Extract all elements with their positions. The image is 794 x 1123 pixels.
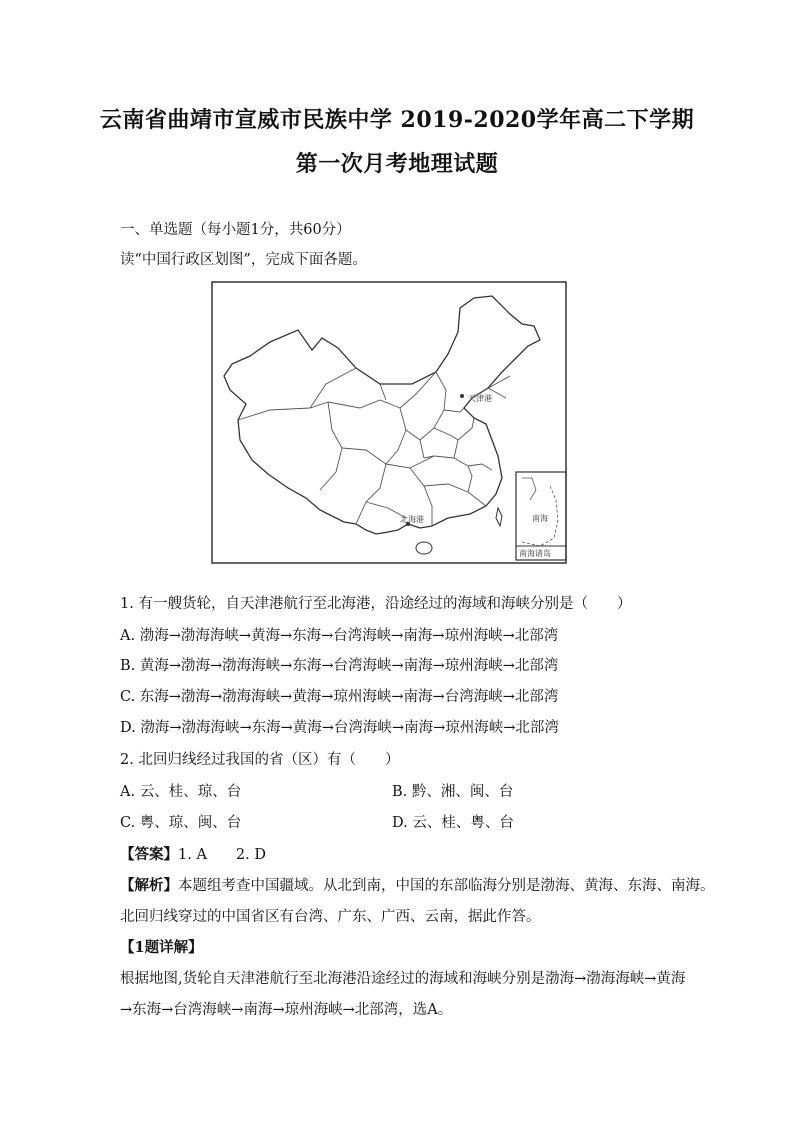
map-label-inset: 南海诸岛 (519, 549, 551, 558)
q2-option-c: C. 粤、琼、闽、台 (120, 815, 242, 831)
map-label-beihai: 北海港 (400, 515, 424, 524)
analysis-text-2: 北回归线穿过的中国省区有台湾、广东、广西、云南，据此作答。 (120, 909, 541, 925)
section-heading: 一、单选题（每小题1分，共60分） (120, 222, 351, 238)
q2-stem: 2. 北回归线经过我国的省（区）有（ ） (120, 752, 400, 768)
page-title-line1: 云南省曲靖市宣威市民族中学 2019-2020学年高二下学期 (99, 107, 695, 133)
analysis-label: 【解析】 (120, 877, 178, 894)
hainan-island (416, 542, 432, 554)
detail-text-1: 根据地图,货轮自天津港航行至北海港沿途经过的海域和海峡分别是渤海→渤海海峡→黄海 (120, 971, 686, 987)
china-outline (224, 296, 540, 534)
instruction-text: 读“中国行政区划图”，完成下面各题。 (120, 252, 367, 268)
province-boundaries (238, 368, 510, 526)
q1-option-b: B. 黄海→渤海→渤海海峡→东海→台湾海峡→南海→琼州海峡→北部湾 (120, 658, 559, 674)
q1-stem: 1. 有一艘货轮，自天津港航行至北海港，沿途经过的海域和海峡分别是（ ） (120, 596, 632, 612)
analysis-text-1: 本题组考查中国疆域。从北到南，中国的东部临海分别是渤海、黄海、东海、南海。 (178, 878, 715, 894)
q1-option-d: D. 渤海→渤海海峡→东海→黄海→台湾海峡→南海→琼州海峡→北部湾 (120, 720, 559, 736)
map-label-tianjin: 天津港 (468, 394, 492, 403)
q2-option-a: A. 云、桂、琼、台 (120, 784, 242, 800)
taiwan-island (496, 508, 502, 526)
q1-option-c: C. 东海→渤海→渤海海峡→黄海→琼州海峡→南海→台湾海峡→北部湾 (120, 689, 559, 705)
q2-option-d: D. 云、桂、粤、台 (392, 815, 514, 831)
china-admin-map (210, 280, 568, 565)
map-label-nanhai: 南海 (532, 514, 548, 523)
page-title-line2: 第一次月考地理试题 (295, 151, 499, 177)
q1-option-a: A. 渤海→渤海海峡→黄海→东海→台湾海峡→南海→琼州海峡→北部湾 (120, 628, 559, 644)
analysis-line (120, 874, 715, 895)
map-frame (212, 282, 566, 563)
q2-option-b: B. 黔、湘、闽、台 (392, 784, 514, 800)
answer-label: 【答案】 (120, 846, 178, 863)
answer-line (120, 843, 266, 864)
answer-text: 1. A 2. D (178, 847, 266, 863)
detail-label: 【1题详解】 (120, 939, 203, 956)
detail-text-2: →东海→台湾海峡→南海→琼州海峡→北部湾，选A。 (120, 1002, 453, 1018)
